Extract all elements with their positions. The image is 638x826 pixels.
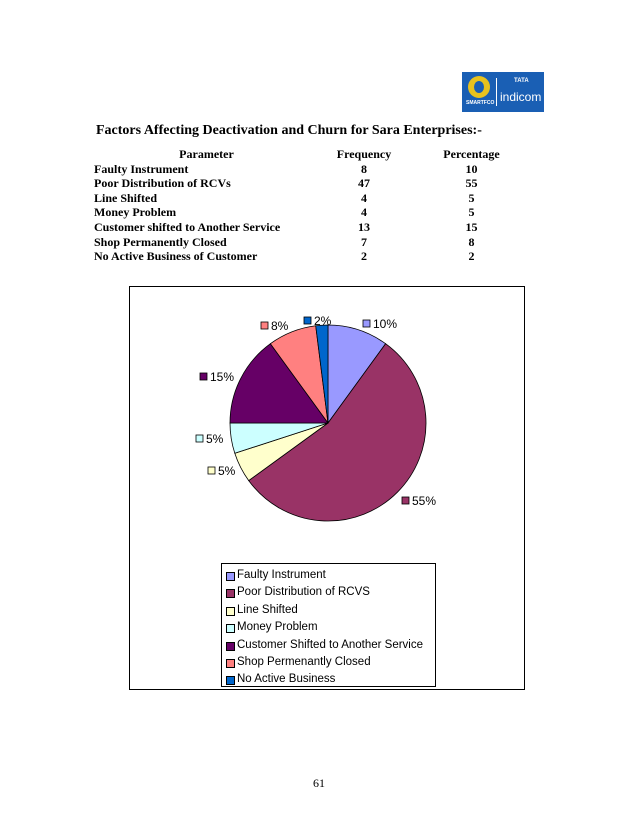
logo-right-text: indicom: [500, 90, 542, 104]
table-row: [94, 235, 534, 250]
row-percentage: 55: [465, 176, 478, 191]
data-label: 5%: [218, 464, 236, 478]
data-label-swatch: [200, 373, 207, 380]
row-parameter: Money Problem: [94, 205, 177, 220]
row-frequency: 47: [358, 176, 370, 191]
table-row: [94, 220, 534, 235]
data-table: [94, 147, 534, 264]
data-label-swatch: [196, 435, 203, 442]
legend-swatch: [226, 607, 235, 616]
row-parameter: Poor Distribution of RCVs: [94, 176, 231, 191]
legend-item: [222, 671, 435, 688]
legend-swatch: [226, 572, 235, 581]
row-frequency: 4: [361, 205, 367, 220]
company-logo: [462, 72, 544, 112]
data-label: 10%: [373, 317, 398, 331]
row-frequency: 4: [361, 190, 367, 205]
page-number: 61: [313, 776, 325, 790]
legend-label: Poor Distribution of RCVS: [237, 586, 370, 599]
data-label: 8%: [271, 319, 289, 333]
table-header-row: [94, 147, 534, 162]
header-parameter: Parameter: [179, 147, 234, 161]
legend-item: [222, 602, 435, 619]
data-label: 55%: [412, 494, 437, 508]
row-parameter: Faulty Instrument: [94, 161, 189, 176]
legend-item: [222, 637, 435, 654]
logo-top-text: TATA: [514, 78, 529, 84]
legend-label: Money Problem: [237, 621, 318, 634]
legend-label: No Active Business: [237, 673, 336, 686]
data-label-swatch: [363, 320, 370, 327]
legend-swatch: [226, 676, 235, 685]
row-percentage: 5: [468, 205, 475, 220]
legend-swatch: [226, 589, 235, 598]
row-parameter: No Active Business of Customer: [94, 249, 258, 264]
legend-label: Shop Permenantly Closed: [237, 655, 371, 668]
row-parameter: Customer shifted to Another Service: [94, 219, 281, 234]
data-label-swatch: [208, 467, 215, 474]
row-percentage: 5: [468, 190, 475, 205]
legend-swatch: [226, 659, 235, 668]
data-label: 2%: [314, 314, 332, 328]
row-frequency: 7: [361, 234, 367, 249]
header-frequency: Frequency: [336, 147, 392, 161]
row-percentage: 2: [468, 249, 475, 264]
legend-label: Line Shifted: [237, 603, 298, 616]
legend-item: [222, 584, 435, 601]
row-parameter: Shop Permanently Closed: [94, 234, 227, 249]
row-frequency: 2: [361, 249, 367, 264]
legend-item: [222, 654, 435, 671]
table-row: [94, 176, 534, 191]
logo-divider: [496, 78, 497, 106]
table-row: [94, 205, 534, 220]
table-row: [94, 249, 534, 264]
legend-swatch: [226, 624, 235, 633]
logo-left-text: SMARTFCO: [466, 100, 495, 106]
header-percentage: Percentage: [443, 147, 500, 161]
legend-item: [222, 619, 435, 636]
table-row: [94, 191, 534, 206]
data-label: 5%: [206, 432, 224, 446]
row-percentage: 10: [465, 161, 478, 176]
data-label: 15%: [210, 370, 235, 384]
page-title: Factors Affecting Deactivation and Churn for Sara Enterprises:-: [96, 123, 482, 138]
data-label-swatch: [304, 317, 311, 324]
legend-label: Faulty Instrument: [237, 569, 326, 581]
data-label-swatch: [402, 497, 409, 504]
data-label-swatch: [261, 322, 268, 329]
legend-item: [222, 567, 435, 584]
logo-circle-cutout: [474, 81, 484, 93]
legend-label: Customer Shifted to Another Service: [237, 638, 424, 651]
table-row: [94, 162, 534, 177]
legend-swatch: [226, 642, 235, 651]
row-frequency: 13: [358, 219, 370, 234]
chart-legend: [221, 563, 436, 687]
row-percentage: 8: [468, 234, 475, 249]
row-percentage: 15: [465, 219, 478, 234]
row-parameter: Line Shifted: [94, 190, 158, 205]
row-frequency: 8: [361, 161, 367, 176]
